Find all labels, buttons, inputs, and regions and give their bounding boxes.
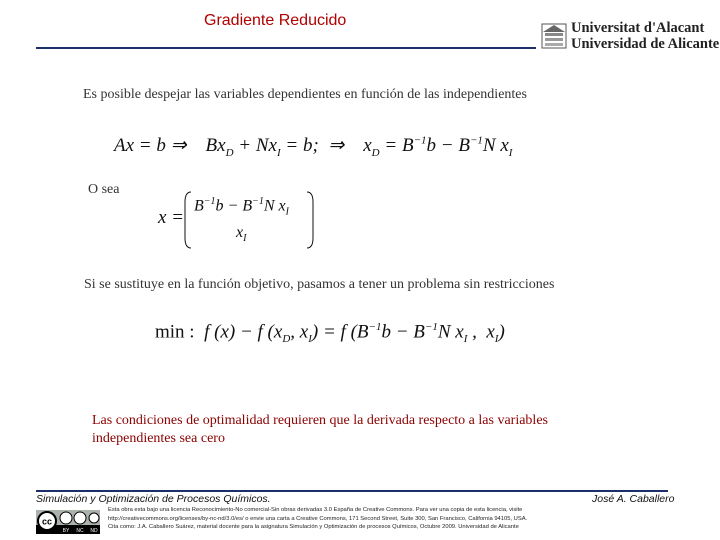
university-name xyxy=(571,20,719,52)
svg-text:NC: NC xyxy=(76,528,84,534)
paragraph-optimality-line1: Las condiciones de optimalidad requieren que la derivada respecto a las variables xyxy=(92,413,548,428)
paragraph-dependent-variables: Es posible despejar las variables dependientes en función de las independientes xyxy=(83,87,527,102)
license-line-3: Cita como: J.A. Caballero Suárez, material docente para la asignatura Simulación y Optimización de procesos Químicos, Octubre 2009. Universidad de Alicante xyxy=(108,524,519,531)
footer-course-title: Simulación y Optimización de Procesos Químicos. xyxy=(36,493,271,505)
creative-commons-badge-icon xyxy=(36,510,100,534)
university-name-valencian: Universitat d'Alacant xyxy=(571,20,705,36)
license-notice xyxy=(108,506,527,532)
license-line-1: Esta obra esta bajo una licencia Reconocimiento-No comercial-Sin obras derivadas 3.0 España de Creative Commons. Para ver una copia de esta licencia, visite xyxy=(108,507,523,513)
svg-text:ND: ND xyxy=(90,528,98,534)
label-o-sea: O sea xyxy=(88,182,120,197)
svg-text:BY: BY xyxy=(62,528,70,534)
header-divider xyxy=(36,47,536,49)
university-logo xyxy=(541,20,720,52)
footer-divider xyxy=(36,490,668,492)
license-line-2: http://creativecommons.org/licenses/by-nc-nd/3.0/es/ o envie una carta a Creative Commons, 171 Second Street, Suite 300, San Francisco, California 94105, USA. xyxy=(108,515,528,522)
equation-unconstrained-problem: min : f (x) − f ($x_D$, $x_I) = f$ ($B^{-1}b - B^{-1}N$ $x_I$ , $x_I$) xyxy=(155,321,505,346)
paragraph-optimality-line2: independientes sea cero xyxy=(92,431,225,446)
svg-text:cc: cc xyxy=(41,516,53,527)
slide-title: Gradiente Reducido xyxy=(204,12,347,29)
equation-vector-x: x = $B^{-1}b - B^{-1}N$ $x_I$ $x_I$ xyxy=(158,190,318,250)
equation-solve-dependent: Ax = b ⇒ $Bx_D + Nx_I = b$; ⇒ $x_D = B^{-1}b - B^{-1}N$ $x_I$ xyxy=(114,134,513,159)
university-name-spanish: Universidad de Alicante xyxy=(571,36,720,52)
university-building-logo-icon xyxy=(541,20,567,50)
paragraph-objective-substitution: Si se sustituye en la función objetivo, pasamos a tener un problema sin restricciones xyxy=(84,277,555,292)
footer-author: José A. Caballero xyxy=(592,493,675,505)
